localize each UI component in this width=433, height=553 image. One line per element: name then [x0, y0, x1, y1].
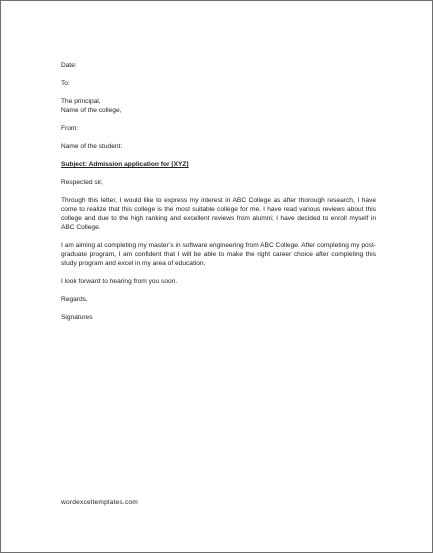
- paragraph-closing: I look forward to hearing from you soon.: [61, 278, 178, 285]
- to-label: To:: [61, 80, 70, 87]
- footer-website: wordexceltemplates.com: [61, 499, 138, 506]
- date-label: Date:: [61, 62, 77, 69]
- signature-line: Signatures: [61, 314, 93, 321]
- paragraph-goals: I am aiming at completing my master’s in software engineering from ABC College. After completing my post-graduate program, I am confident that I will be able to make the right career choice after completing this study program and excel in my area of education.: [61, 242, 376, 267]
- subject-line: Subject: Admission application for [XYZ]: [61, 161, 189, 168]
- recipient-line-1: The principal,: [61, 98, 101, 105]
- student-name-label: Name of the student:: [61, 143, 123, 150]
- closing-regards: Regards,: [61, 296, 88, 303]
- letter-body: [61, 61, 376, 322]
- salutation: Respected sir,: [61, 179, 103, 186]
- recipient-line-2: Name of the college,: [61, 107, 122, 114]
- from-label: From:: [61, 125, 79, 132]
- paragraph-interest: Through this letter, I would like to express my interest in ABC College as after thorough research, I have come to realize that this college is the most suitable college for me. I have read various reviews about this college and due to the high ranking and excellent reviews from alumni; I have decided to enroll myself in ABC College.: [61, 197, 376, 231]
